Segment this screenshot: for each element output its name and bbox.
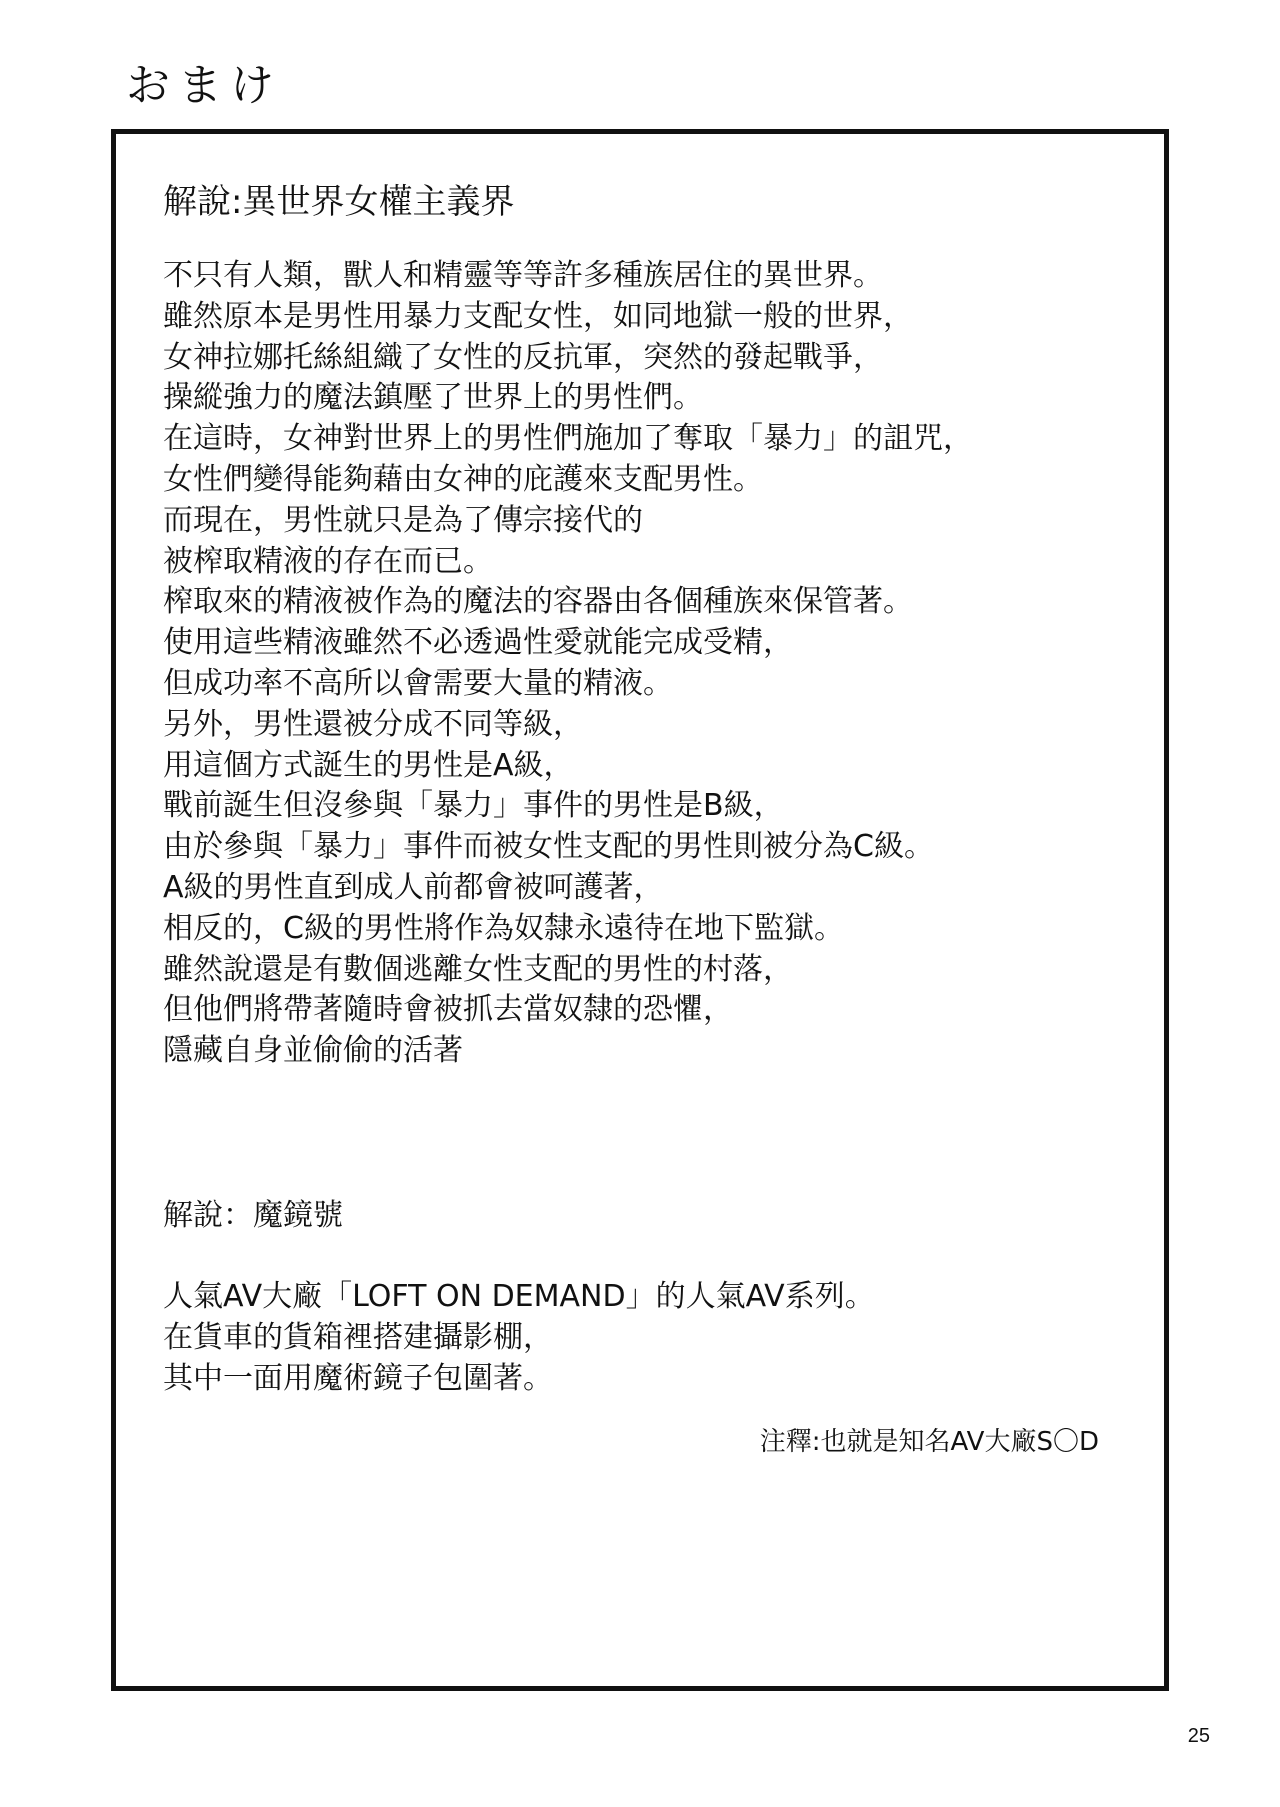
text-line: 操縱強力的魔法鎮壓了世界上的男性們。 xyxy=(163,380,703,416)
text-line: 被榨取精液的存在而已。 xyxy=(163,543,493,579)
magic-mirror-text-block xyxy=(163,1276,875,1398)
text-line: 而現在，男性就只是為了傳宗接代的 xyxy=(163,502,643,538)
text-line: 由於參與「暴力」事件而被女性支配的男性則被分為C級。 xyxy=(163,829,934,865)
text-line: 在這時，女神對世界上的男性們施加了奪取「暴力」的詛咒， xyxy=(163,421,973,457)
text-line: 雖然原本是男性用暴力支配女性，如同地獄一般的世界， xyxy=(163,298,913,334)
text-line: 其中一面用魔術鏡子包圍著。 xyxy=(163,1360,553,1396)
text-line: 但成功率不高所以會需要大量的精液。 xyxy=(163,665,673,701)
page-number: 25 xyxy=(1187,1725,1210,1747)
text-line: 人氣AV大廠「LOFT ON DEMAND」的人氣AV系列。 xyxy=(163,1279,875,1314)
section-title-worldview: 解說:異世界女權主義界 xyxy=(163,182,515,222)
translator-note: 注釋:也就是知名AV大廠S〇D xyxy=(759,1427,1099,1457)
text-line: 雖然說還是有數個逃離女性支配的男性的村落， xyxy=(163,951,793,987)
text-line: 在貨車的貨箱裡搭建攝影棚， xyxy=(163,1319,553,1355)
text-line: A級的男性直到成人前都會被呵護著， xyxy=(163,869,664,905)
page-heading: おまけ xyxy=(126,60,282,111)
text-line: 不只有人類，獸人和精靈等等許多種族居住的異世界。 xyxy=(163,258,883,293)
text-line: 另外，男性還被分成不同等級， xyxy=(163,706,583,742)
text-line: 戰前誕生但沒參與「暴力」事件的男性是B級， xyxy=(163,788,784,824)
text-line: 使用這些精液雖然不必透過性愛就能完成受精， xyxy=(163,625,793,661)
worldview-text-block xyxy=(163,256,973,1072)
text-line: 但他們將帶著隨時會被抓去當奴隸的恐懼， xyxy=(163,992,733,1028)
text-line: 隱藏自身並偷偷的活著 xyxy=(163,1033,463,1069)
text-line: 相反的，C級的男性將作為奴隸永遠待在地下監獄。 xyxy=(163,910,844,946)
text-line: 女神拉娜托絲組織了女性的反抗軍，突然的發起戰爭， xyxy=(163,339,883,375)
section-title-magic-mirror: 解說：魔鏡號 xyxy=(163,1198,343,1233)
text-line: 榨取來的精液被作為的魔法的容器由各個種族來保管著。 xyxy=(163,584,913,620)
text-line: 用這個方式誕生的男性是A級， xyxy=(163,747,574,783)
text-line: 女性們變得能夠藉由女神的庇護來支配男性。 xyxy=(163,461,763,497)
